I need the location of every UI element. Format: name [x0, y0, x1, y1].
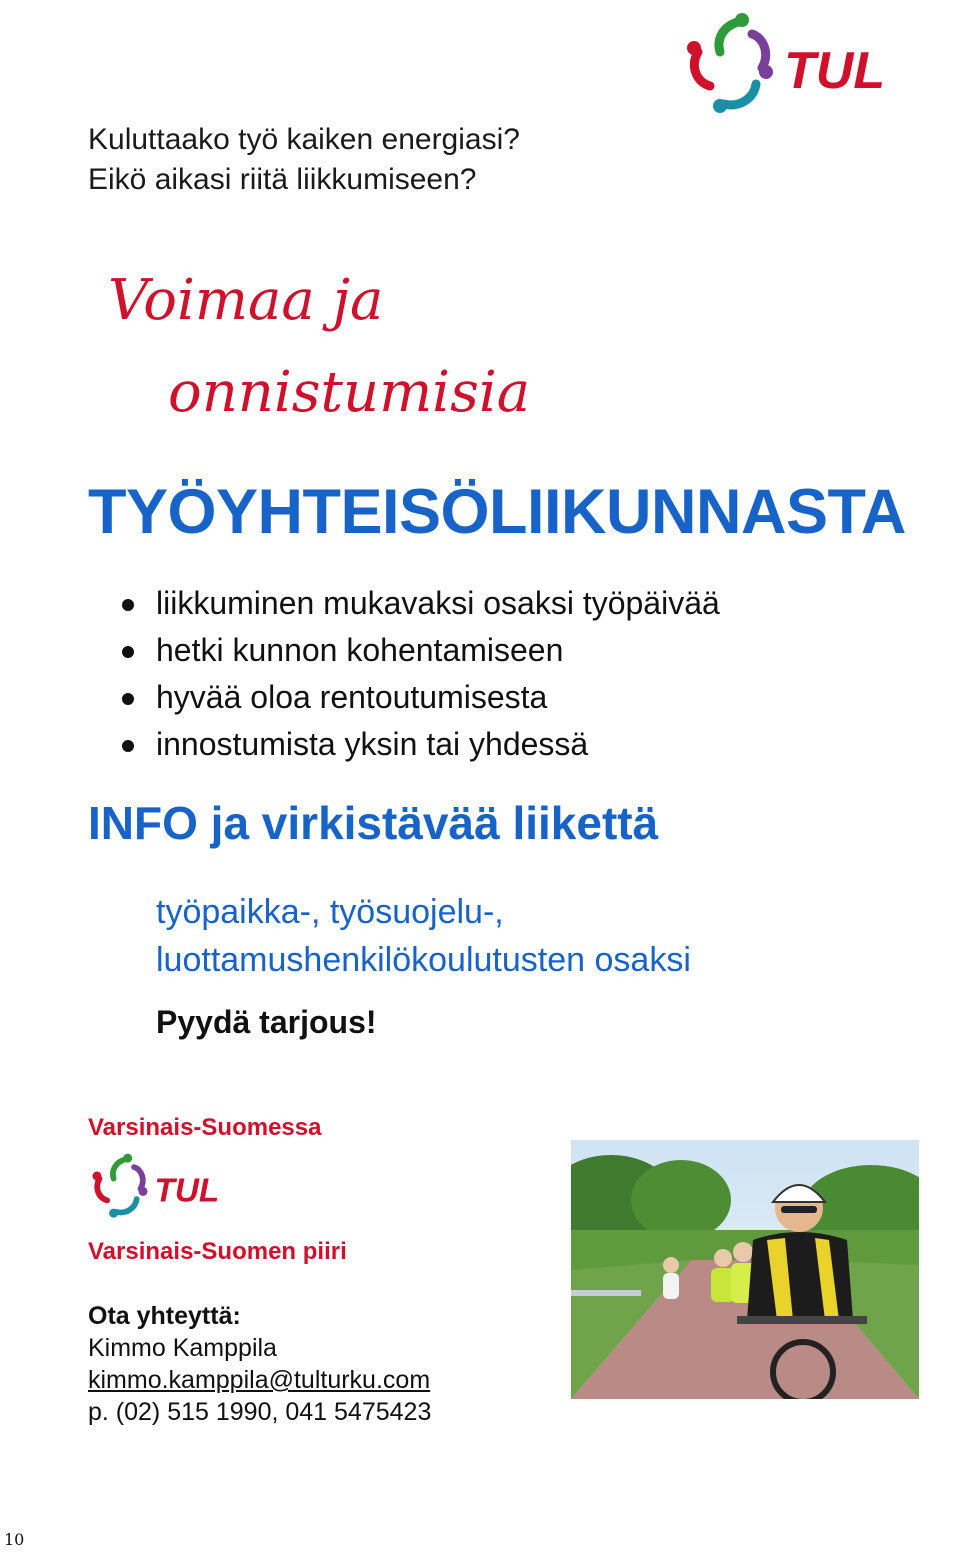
contact-name: Kimmo Kamppila	[88, 1334, 277, 1362]
contact-label: Ota yhteyttä:	[88, 1302, 241, 1330]
main-headline: TYÖYHTEISÖLIIKUNNASTA	[88, 477, 906, 547]
tul-logo-text: TUL	[154, 1172, 220, 1210]
offer-text: Pyydä tarjous!	[156, 1004, 377, 1040]
tul-logo-text: TUL	[784, 42, 886, 100]
benefits-list	[120, 580, 720, 768]
script-title-line-1: Voimaa ja	[108, 268, 384, 333]
list-item: innostumista yksin tai yhdessä	[120, 721, 720, 768]
tul-emblem-icon	[92, 1154, 147, 1218]
info-subtext	[156, 888, 691, 984]
intro-line-1: Kuluttaako työ kaiken energiasi?	[88, 123, 520, 156]
tul-logo-top	[680, 8, 930, 116]
info-line-1: työpaikka-, työsuojelu-,	[156, 893, 504, 931]
tul-logo-small	[88, 1150, 248, 1220]
contact-block	[88, 1300, 431, 1428]
contact-email-link[interactable]: kimmo.kamppila@tulturku.com	[88, 1366, 431, 1394]
cyclists-photo	[571, 1140, 919, 1399]
intro-text	[88, 120, 520, 200]
intro-line-2: Eikö aikasi riitä liikkumiseen?	[88, 163, 477, 196]
list-item: hetki kunnon kohentamiseen	[120, 627, 720, 674]
district-label: Varsinais-Suomen piiri	[88, 1238, 347, 1265]
script-title-line-2: onnistumisia	[168, 360, 531, 425]
info-heading: INFO ja virkistävää liikettä	[88, 797, 659, 849]
region-label: Varsinais-Suomessa	[88, 1114, 322, 1141]
tul-emblem-icon	[687, 13, 773, 113]
list-item: hyvää oloa rentoutumisesta	[120, 674, 720, 721]
page-number: 10	[4, 1530, 25, 1549]
contact-phone: p. (02) 515 1990, 041 5475423	[88, 1398, 432, 1426]
list-item: liikkuminen mukavaksi osaksi työpäivää	[120, 580, 720, 627]
info-line-2: luottamushenkilökoulutusten osaksi	[156, 941, 691, 979]
